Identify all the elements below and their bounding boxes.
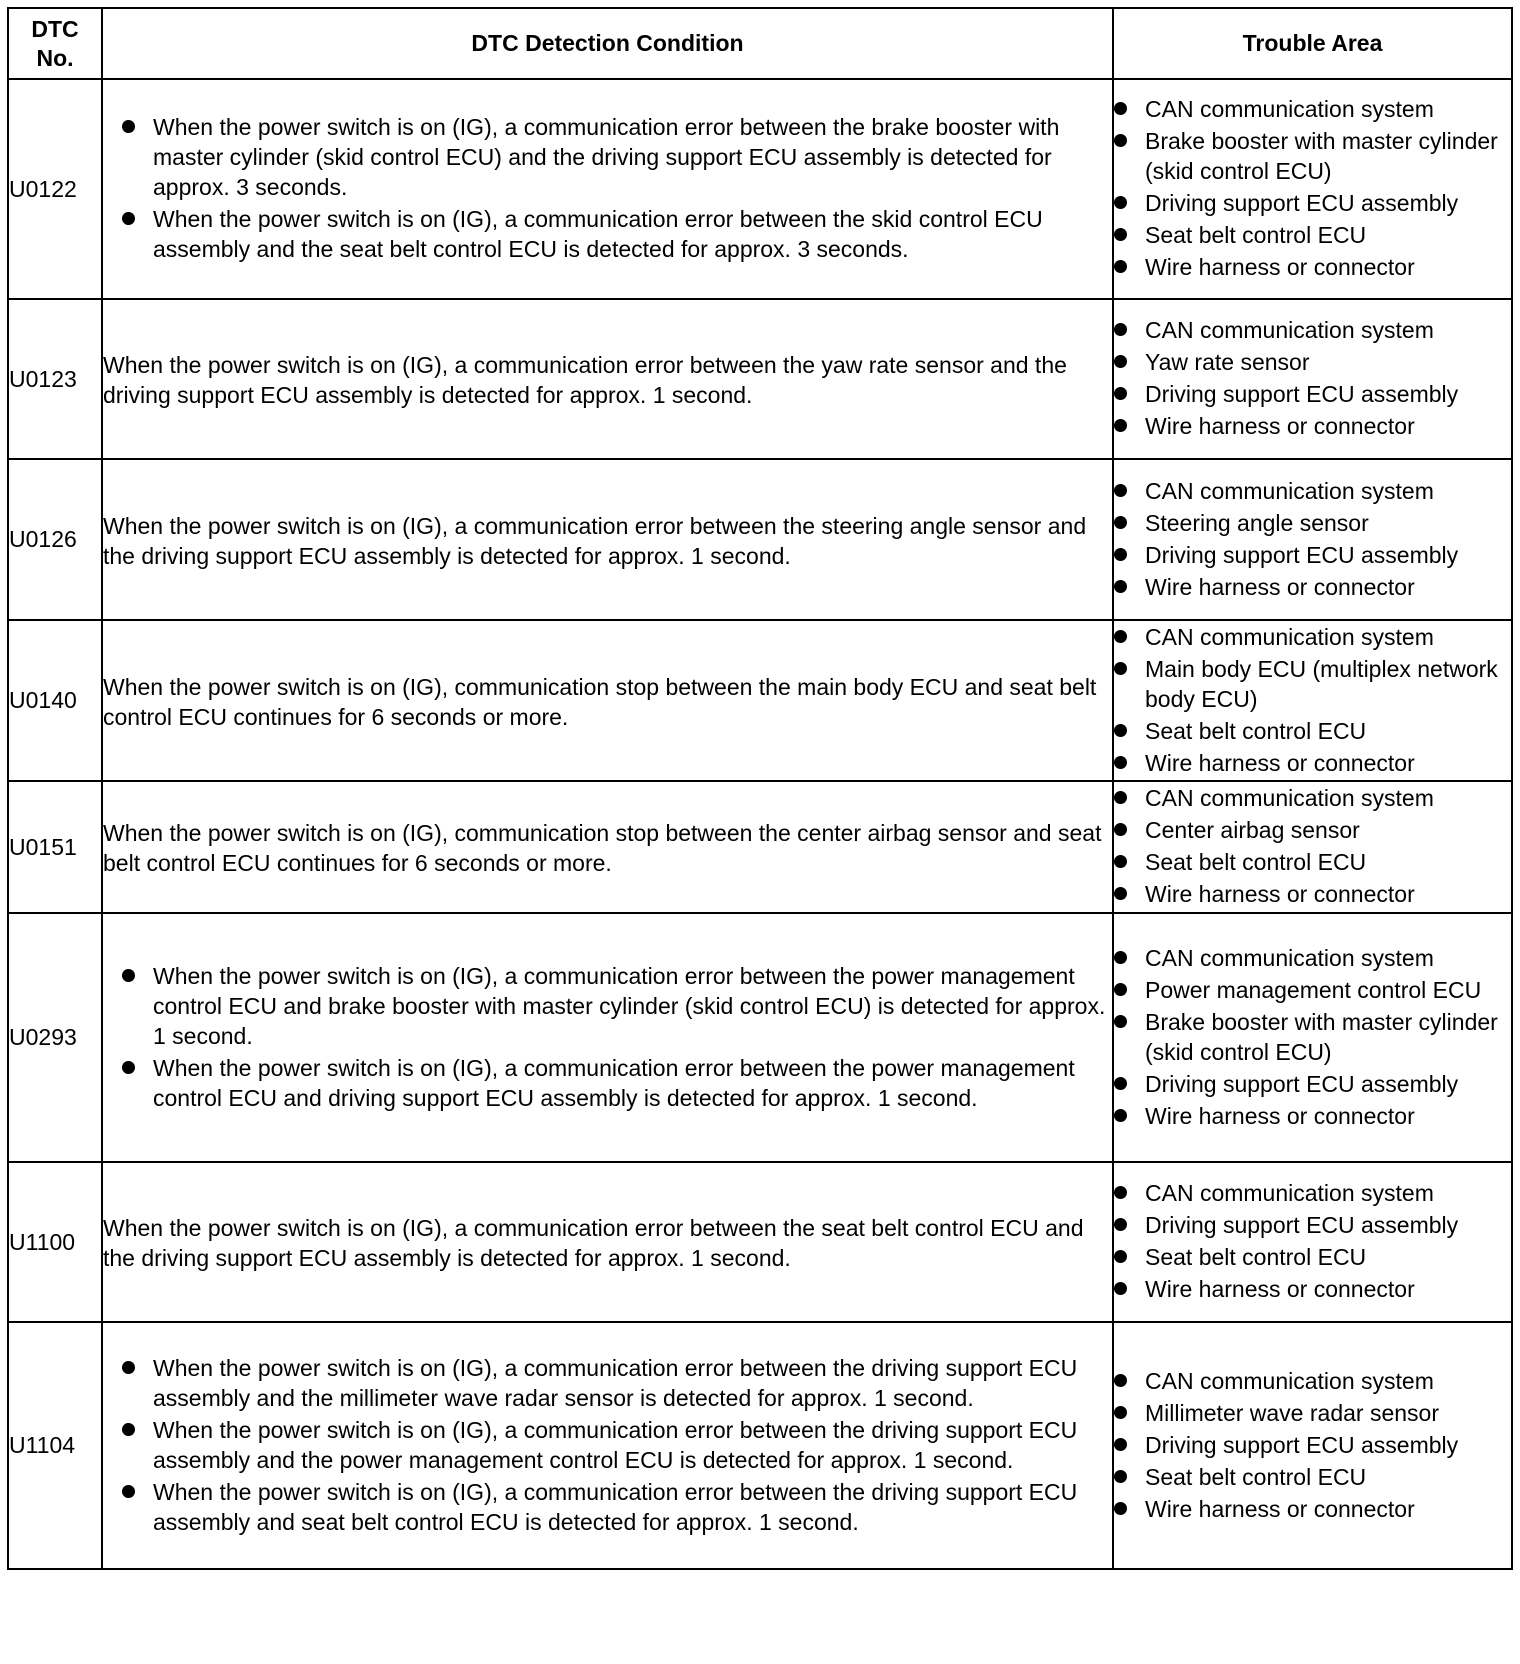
trouble-area-item: Driving support ECU assembly (1114, 379, 1511, 409)
trouble-area-item: Wire harness or connector (1114, 252, 1511, 282)
trouble-area (1113, 620, 1512, 781)
header-trouble-area: Trouble Area (1113, 8, 1512, 79)
trouble-area-list (1114, 1178, 1511, 1304)
dtc-code: U0140 (8, 620, 102, 781)
detection-condition (102, 79, 1113, 299)
condition-list (103, 112, 1112, 264)
trouble-area-item: Wire harness or connector (1114, 572, 1511, 602)
trouble-area-item: Brake booster with master cylinder (skid control ECU) (1114, 126, 1511, 186)
trouble-area-item: Power management control ECU (1114, 975, 1511, 1005)
header-condition: DTC Detection Condition (102, 8, 1113, 79)
trouble-area-item: Yaw rate sensor (1114, 347, 1511, 377)
trouble-area-item: Driving support ECU assembly (1114, 188, 1511, 218)
trouble-area-item: Wire harness or connector (1114, 879, 1511, 909)
trouble-area-item: Driving support ECU assembly (1114, 1069, 1511, 1099)
condition-item: When the power switch is on (IG), a communication error between the driving support ECU assembly and the power management control ECU is detected for approx. 1 second. (103, 1415, 1112, 1475)
trouble-area (1113, 299, 1512, 459)
trouble-area-item: CAN communication system (1114, 1366, 1511, 1396)
trouble-area-item: CAN communication system (1114, 783, 1511, 813)
detection-condition (102, 299, 1113, 459)
trouble-area-list (1114, 1366, 1511, 1524)
trouble-area-item: CAN communication system (1114, 622, 1511, 652)
condition-text: When the power switch is on (IG), a communication error between the yaw rate sensor and the driving support ECU assembly is detected for approx. 1 second. (103, 352, 1067, 408)
dtc-table (7, 7, 1513, 1570)
trouble-area-item: Wire harness or connector (1114, 748, 1511, 778)
condition-item: When the power switch is on (IG), a communication error between the skid control ECU assembly and the seat belt control ECU is detected for approx. 3 seconds. (103, 204, 1112, 264)
condition-text: When the power switch is on (IG), a communication error between the steering angle sensor and the driving support ECU assembly is detected for approx. 1 second. (103, 512, 1087, 569)
trouble-area (1113, 1322, 1512, 1569)
condition-item: When the power switch is on (IG), a communication error between the power management control ECU and driving support ECU assembly is detected for approx. 1 second. (103, 1053, 1112, 1113)
detection-condition (102, 620, 1113, 781)
trouble-area-item: Seat belt control ECU (1114, 716, 1511, 746)
trouble-area-list (1114, 622, 1511, 778)
detection-condition (102, 459, 1113, 620)
trouble-area-item: CAN communication system (1114, 94, 1511, 124)
trouble-area-item: Wire harness or connector (1114, 1494, 1511, 1524)
dtc-code: U0123 (8, 299, 102, 459)
condition-item: When the power switch is on (IG), a communication error between the driving support ECU assembly and the millimeter wave radar sensor is detected for approx. 1 second. (103, 1353, 1112, 1413)
trouble-area-item: Wire harness or connector (1114, 1274, 1511, 1304)
trouble-area-list (1114, 94, 1511, 282)
trouble-area (1113, 913, 1512, 1162)
trouble-area-list (1114, 783, 1511, 909)
trouble-area-item: CAN communication system (1114, 943, 1511, 973)
trouble-area-item: CAN communication system (1114, 476, 1511, 506)
trouble-area (1113, 459, 1512, 620)
condition-list (103, 961, 1112, 1113)
condition-text: When the power switch is on (IG), communication stop between the main body ECU and seat belt control ECU continues for 6 seconds or more. (103, 673, 1097, 730)
header-dtc-no (8, 8, 102, 79)
condition-item: When the power switch is on (IG), a communication error between the power management control ECU and brake booster with master cylinder (skid control ECU) is detected for approx. 1 second. (103, 961, 1112, 1051)
trouble-area-list (1114, 943, 1511, 1131)
trouble-area-item: Brake booster with master cylinder (skid control ECU) (1114, 1007, 1511, 1067)
trouble-area-item: Driving support ECU assembly (1114, 1210, 1511, 1240)
detection-condition (102, 781, 1113, 913)
trouble-area-item: Wire harness or connector (1114, 1101, 1511, 1131)
header-row (8, 8, 1512, 79)
table-row (8, 781, 1512, 913)
trouble-area-item: Center airbag sensor (1114, 815, 1511, 845)
dtc-code: U0122 (8, 79, 102, 299)
trouble-area-item: CAN communication system (1114, 1178, 1511, 1208)
detection-condition (102, 1162, 1113, 1322)
trouble-area (1113, 781, 1512, 913)
trouble-area-item: Seat belt control ECU (1114, 220, 1511, 250)
table-body (8, 79, 1512, 1569)
condition-item: When the power switch is on (IG), a communication error between the driving support ECU assembly and seat belt control ECU is detected for approx. 1 second. (103, 1477, 1112, 1537)
condition-item: When the power switch is on (IG), a communication error between the brake booster with master cylinder (skid control ECU) and the driving support ECU assembly is detected for approx. 3 seconds. (103, 112, 1112, 202)
trouble-area-item: Main body ECU (multiplex network body ECU) (1114, 654, 1511, 714)
detection-condition (102, 1322, 1113, 1569)
trouble-area-item: Seat belt control ECU (1114, 1242, 1511, 1272)
detection-condition (102, 913, 1113, 1162)
trouble-area-item: Seat belt control ECU (1114, 847, 1511, 877)
trouble-area-item: Steering angle sensor (1114, 508, 1511, 538)
dtc-table-container (7, 7, 1511, 1570)
table-row (8, 459, 1512, 620)
dtc-code: U0126 (8, 459, 102, 620)
table-row (8, 913, 1512, 1162)
table-row (8, 299, 1512, 459)
dtc-code: U1104 (8, 1322, 102, 1569)
trouble-area-list (1114, 315, 1511, 441)
table-row (8, 79, 1512, 299)
condition-text: When the power switch is on (IG), a communication error between the seat belt control ECU and the driving support ECU assembly is detected for approx. 1 second. (103, 1215, 1084, 1271)
trouble-area-item: Driving support ECU assembly (1114, 1430, 1511, 1460)
trouble-area-item: Wire harness or connector (1114, 411, 1511, 441)
table-row (8, 1322, 1512, 1569)
trouble-area (1113, 1162, 1512, 1322)
condition-list (103, 1353, 1112, 1537)
trouble-area-list (1114, 476, 1511, 602)
trouble-area-item: CAN communication system (1114, 315, 1511, 345)
trouble-area-item: Driving support ECU assembly (1114, 540, 1511, 570)
table-row (8, 620, 1512, 781)
dtc-code: U0151 (8, 781, 102, 913)
table-row (8, 1162, 1512, 1322)
header-dtc-no-label: DTC No. (31, 15, 79, 71)
trouble-area (1113, 79, 1512, 299)
trouble-area-item: Millimeter wave radar sensor (1114, 1398, 1511, 1428)
trouble-area-item: Seat belt control ECU (1114, 1462, 1511, 1492)
condition-text: When the power switch is on (IG), communication stop between the center airbag sensor and seat belt control ECU continues for 6 seconds or more. (103, 820, 1102, 876)
dtc-code: U0293 (8, 913, 102, 1162)
dtc-code: U1100 (8, 1162, 102, 1322)
